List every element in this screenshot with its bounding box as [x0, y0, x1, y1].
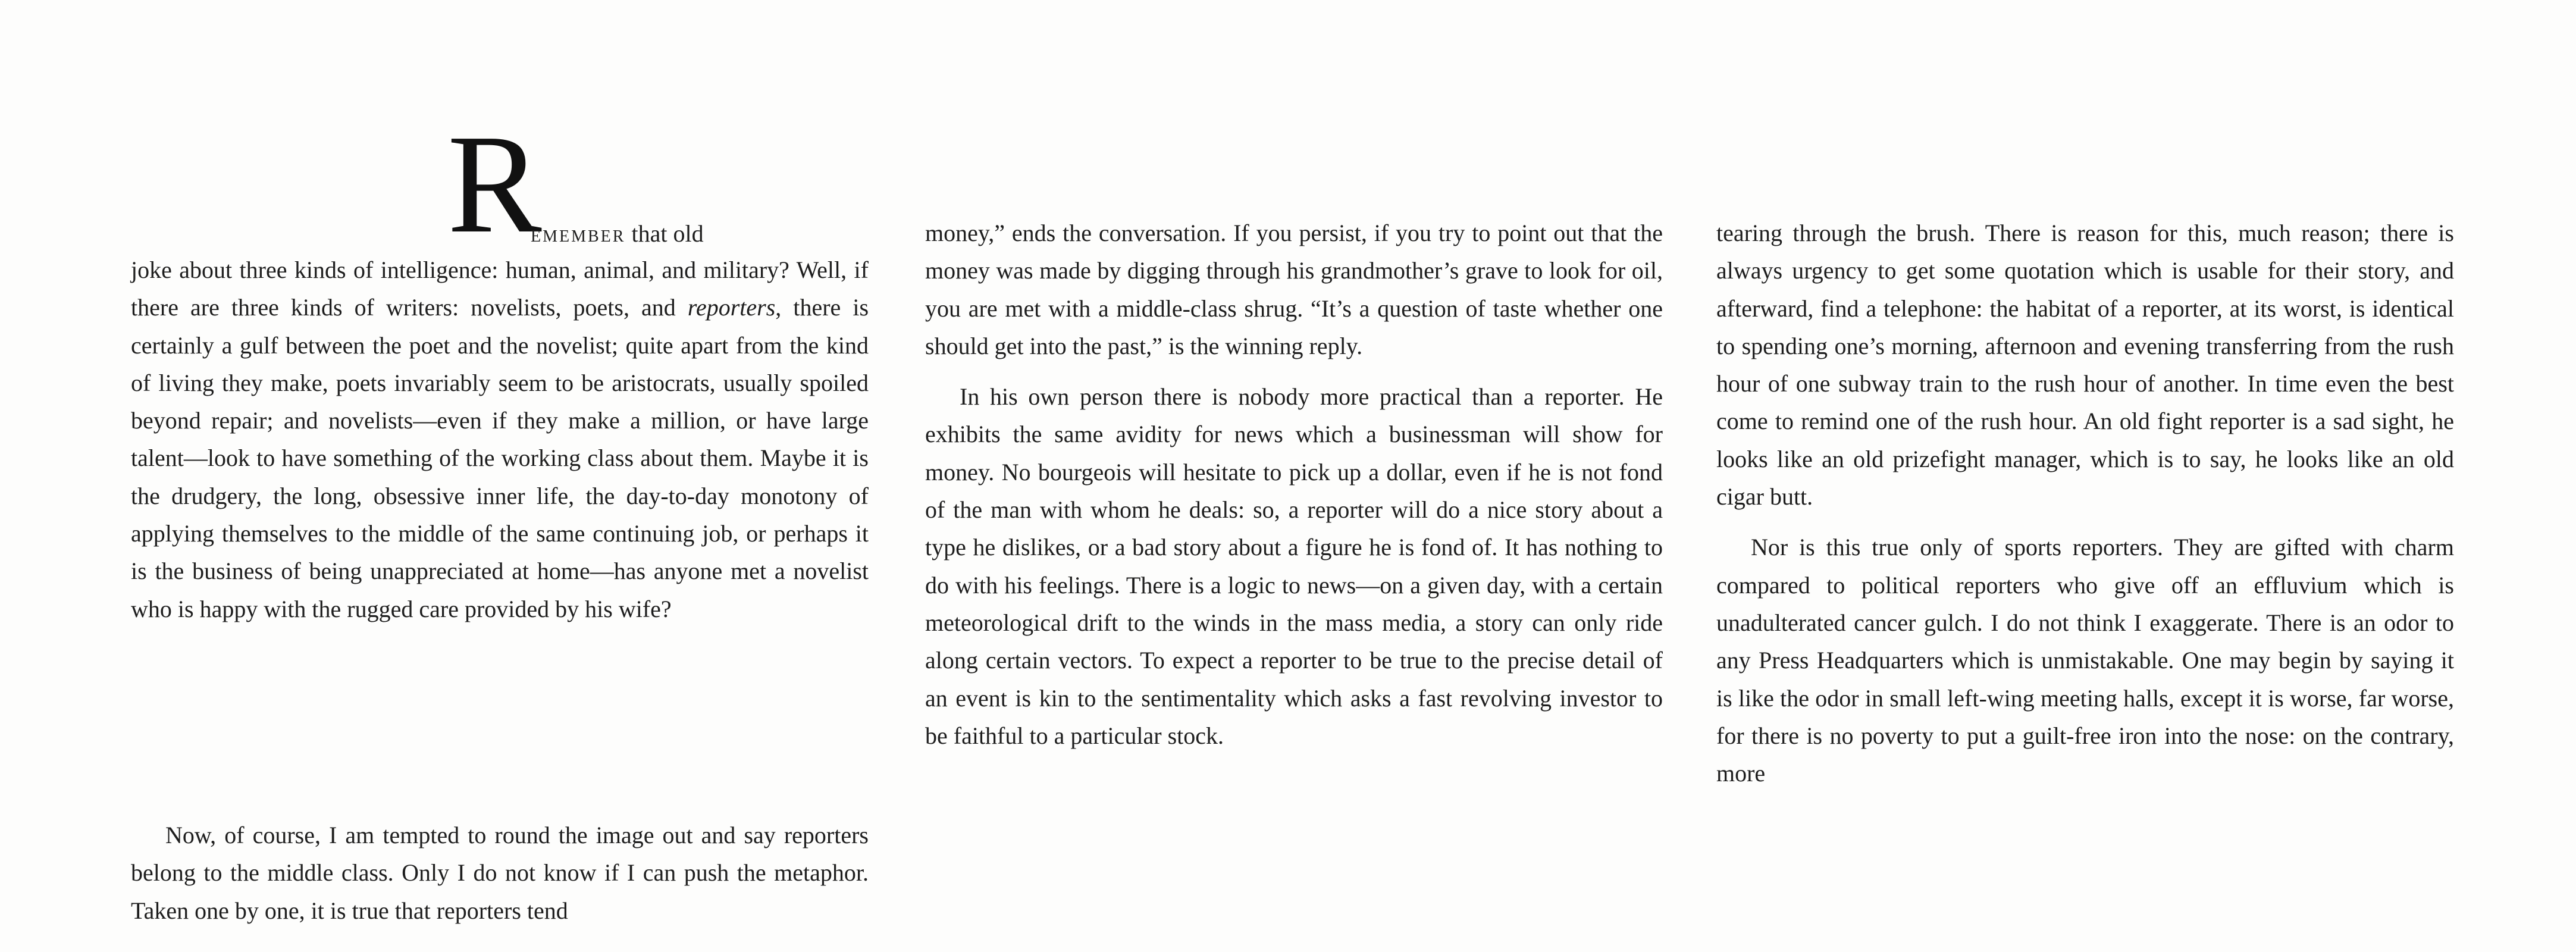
column-3: [1716, 214, 2454, 792]
paragraph: In his own person there is nobody more practical than a reporter. He exhibits the same avidity for news which a businessman will show for money. No bourgeois will hesitate to pick up a dollar, even if he is not fond of the man with whom he deals: so, a reporter will do a nice story about a type he dislikes, or a bad story about a figure he is fond of. It has nothing to do with his feelings. There is a logic to news—on a given day, with a certain meteorological drift to the winds in the mass media, a story can only ride along certain vectors. To expect a reporter to be true to the precise detail of an event is kin to the sentimentality which asks a fast revolving investor to be faithful to a particular stock.: [925, 383, 1663, 749]
column-1-paragraph-1: [131, 251, 869, 628]
page-bottom-edge: [0, 937, 2576, 952]
paragraph-text: joke about three kinds of intelligence: human, animal, and military? Well, if there are three kinds of writers: novelists, poets, and: [131, 256, 869, 321]
dropcap-letter: R: [447, 106, 542, 262]
paragraph: [131, 251, 869, 628]
paragraph-text: , there is certainly a gulf between the poet and the novelist; quite apart from the kind of living they make, poets invariably seem to be aristocrats, usually spoiled beyond repair; and novelists—even if they make a million, or have large talent—look to have something of the working class about them. Maybe it is the drudgery, the long, obsessive inner life, the day-to-day monotony of applying themselves to the middle of the same continuing job, or perhaps it is the business of being unappreciated at home—has anyone met a novelist who is happy with the rugged care provided by his wife?: [131, 294, 869, 622]
paragraph: Nor is this true only of sports reporters. They are gifted with charm compared to political reporters who give off an effluvium which is unadulterated cancer gulch. I do not think I exaggerate. There is an odor to any Press Headquarters which is unmistakable. One may begin by saying it is like the odor in small left-wing meeting halls, except it is worse, far worse, for there is no poverty to put a guilt-free iron into the nose: on the contrary, more: [1716, 534, 2454, 787]
lead-line: [531, 215, 704, 252]
column-1-paragraph-2: [131, 816, 869, 929]
lead-smallcaps: emember: [531, 220, 626, 247]
paragraph-italic: reporters: [687, 294, 776, 321]
paragraph: Now, of course, I am tempted to round the image out and say reporters belong to the middle class. Only I do not know if I can push the metaphor. Taken one by one, it is true that reporters tend: [131, 822, 869, 924]
dropcap-block: [447, 106, 864, 262]
paragraph: tearing through the brush. There is reason for this, much reason; there is always urgency to get some quotation which is usable for their story, and afterward, find a telephone: the habitat of a reporter, at its worst, is identical to spending one’s morning, afternoon and evening transferring from the rush hour of one subway train to the rush hour of another. In time even the best come to remind one of the rush hour. An old fight reporter is a sad sight, he looks like an old prizefight manager, which is to say, he looks like an old cigar butt.: [1716, 220, 2454, 511]
paragraph: money,” ends the conversation. If you persist, if you try to point out that the money was made by digging through his grandmother’s grave to look for oil, you are met with a middle-class shrug. “It’s a question of taste whether one should get into the past,” is the winning reply.: [925, 220, 1663, 359]
column-2: [925, 214, 1663, 754]
lead-rest: that old: [625, 220, 704, 247]
